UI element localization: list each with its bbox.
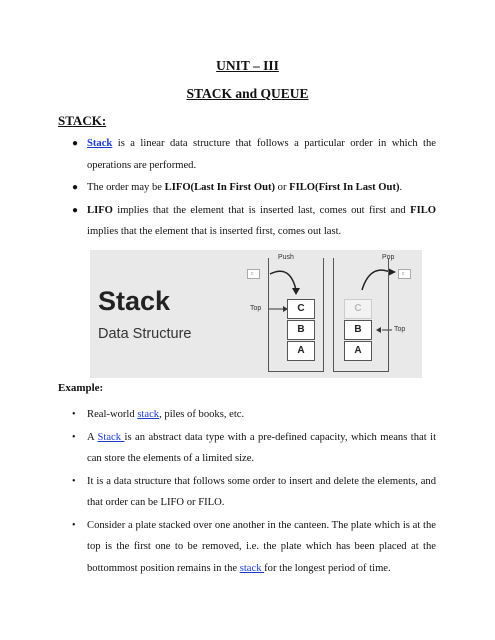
stack-cell: A [344, 341, 372, 361]
bullet-text: , piles of books, etc. [159, 409, 245, 420]
bullet-icon: ● [72, 204, 79, 216]
stack-diagram [90, 250, 422, 378]
stack-link[interactable]: Stack [97, 431, 125, 443]
bullet-icon: • [72, 431, 76, 443]
bullet-text: is an abstract data type with a pre-defined capacity, which means that it can store the elements of a limited size. [87, 431, 437, 464]
stack-cell: B [344, 320, 372, 340]
bullet-icon: ● [72, 182, 79, 193]
list-item [70, 200, 436, 243]
incoming-element-label: c [251, 271, 254, 277]
bullet-text: or [275, 182, 290, 193]
diagram-subtitle: Data Structure [98, 326, 192, 342]
bullet-icon: • [72, 519, 76, 531]
list-item [70, 427, 436, 470]
stack-link[interactable]: stack [239, 562, 265, 574]
list-item [70, 177, 436, 199]
example-bullet-list [70, 404, 436, 580]
bold-term: FILO(First In Last Out) [289, 182, 400, 193]
push-label: Push [278, 254, 294, 261]
list-item [70, 404, 436, 426]
stack-link[interactable]: Stack [87, 138, 113, 149]
bullet-text: is a linear data structure that follows a particular order in which the operations are performed. [87, 138, 436, 171]
bold-term: LIFO(Last In First Out) [164, 182, 276, 193]
top-label-left: Top [250, 305, 262, 312]
bullet-text: . [399, 182, 403, 193]
bullet-text: implies that the element that is inserted first, comes out last. [87, 226, 342, 237]
diagram-title: Stack [98, 286, 171, 316]
bullet-text: Real-world [87, 409, 138, 420]
list-item [70, 515, 436, 580]
bullet-text: The order may be [87, 182, 165, 193]
bullet-text: A [87, 431, 98, 443]
page-title: STACK and QUEUE [186, 86, 309, 101]
pop-arrowhead-icon [388, 268, 396, 276]
bullet-text: implies that the element that is inserted last, comes out first and [112, 204, 411, 216]
list-item [70, 471, 436, 514]
stack-bullet-list [70, 133, 436, 244]
bullet-icon: ● [72, 138, 79, 149]
bullet-icon: • [72, 475, 76, 487]
bold-term: LIFO [87, 204, 113, 216]
stack-cell: A [287, 341, 315, 361]
section-heading: STACK: [58, 113, 107, 128]
stack-link[interactable]: stack [137, 409, 160, 420]
outgoing-element-label: c [402, 271, 405, 277]
bullet-icon: • [72, 409, 76, 420]
bullet-text: Consider a plate stacked over one another in the canteen. The plate which is at the top is the first one to be removed, i.e. the plate which has been placed at the bottommost position remains in the [87, 519, 436, 574]
bold-term: FILO [410, 204, 436, 216]
example-heading: Example: [58, 382, 104, 394]
popped-cell: C [344, 299, 372, 319]
stack-cell: C [287, 299, 315, 319]
bullet-text: for the longest period of time. [264, 562, 391, 574]
unit-heading: UNIT – III [216, 58, 279, 73]
pop-label: Pop [382, 254, 395, 261]
top-label-right: Top [394, 326, 406, 333]
list-item [70, 133, 436, 176]
bullet-text: It is a data structure that follows some order to insert and delete the elements, and that order can be LIFO or FILO. [87, 475, 436, 508]
stack-cell: B [287, 320, 315, 340]
